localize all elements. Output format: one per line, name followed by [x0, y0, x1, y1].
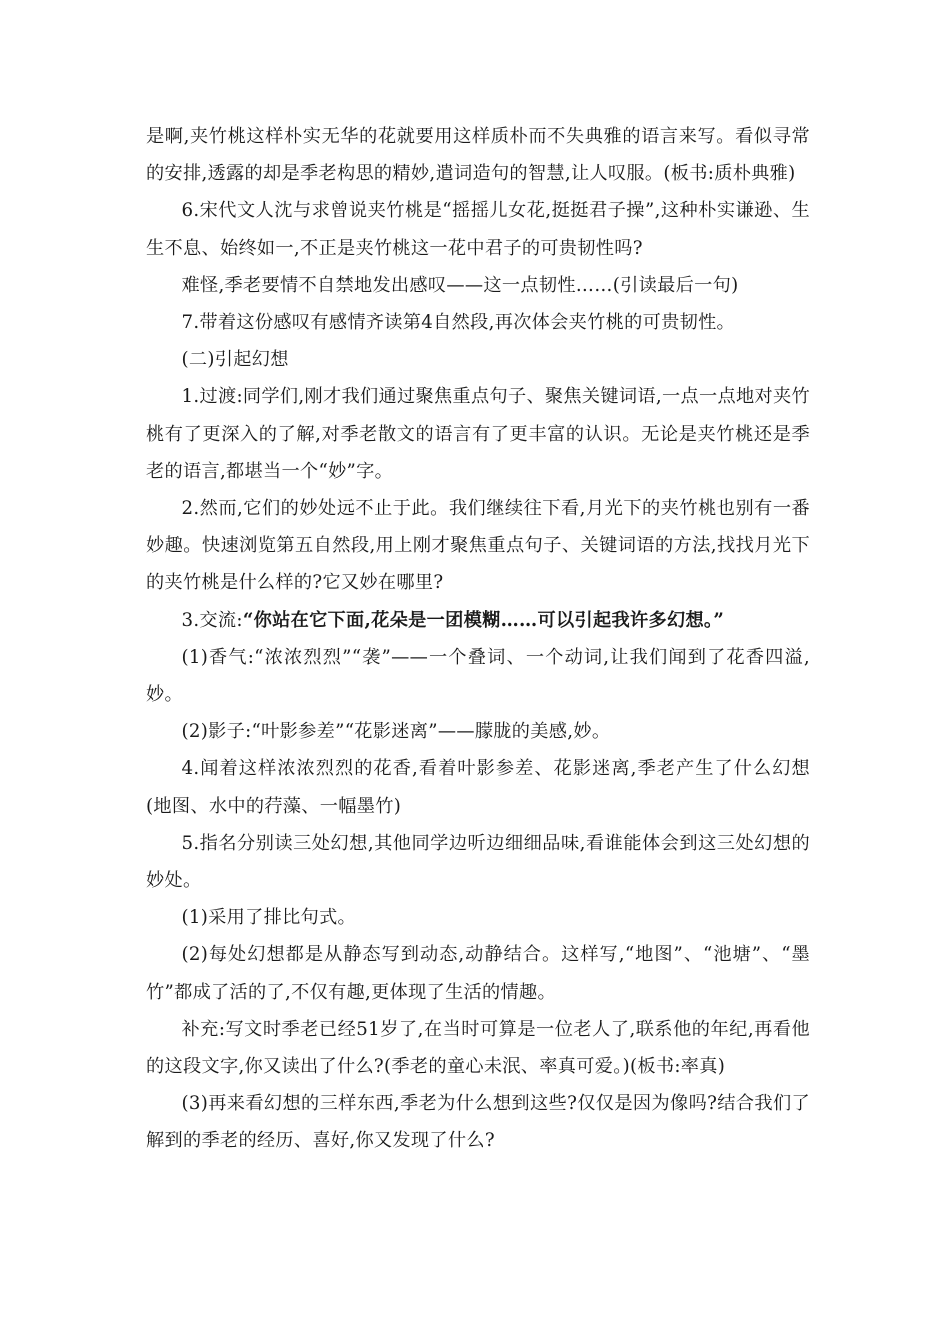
paragraph-conclusion-quality: 是啊,夹竹桃这样朴实无华的花就要用这样质朴而不失典雅的语言来写。看似寻常的安排,透露的却是季老构思的精妙,遣词造句的智慧,让人叹服。(板书:质朴典雅) — [146, 126, 810, 185]
paragraph-three-things: (3)再来看幻想的三样东西,季老为什么想到这些?仅仅是因为像吗?结合我们了解到的季老的经历、喜好,你又发现了什么? — [146, 1093, 810, 1152]
exchange-prefix: 3.交流: — [181, 609, 243, 631]
paragraph-shadow: (2)影子:“叶影参差”“花影迷离”——朦胧的美感,妙。 — [181, 721, 611, 743]
paragraph-exchange — [146, 602, 810, 639]
paragraph-item-5: 5.指名分别读三处幻想,其他同学边听边细细品味,看谁能体会到这三处幻想的妙处。 — [146, 832, 810, 892]
paragraph-supplement: 补充:写文时季老已经51岁了,在当时可算是一位老人了,联系他的年纪,再看他的这段文字,你又读出了什么?(季老的童心未泯、率真可爱。)(板书:率真) — [146, 1018, 810, 1078]
paragraph-item-4: 4.闻着这样浓浓烈烈的花香,看着叶影参差、花影迷离,季老产生了什么幻想(地图、水中的荇藻、一幅墨竹) — [146, 758, 810, 817]
section-heading-fantasy: (二)引起幻想 — [181, 349, 289, 371]
paragraph-parallelism: (1)采用了排比句式。 — [181, 907, 357, 929]
paragraph-item-7: 7.带着这份感叹有感情齐读第4自然段,再次体会夹竹桃的可贵韧性。 — [181, 312, 736, 334]
paragraph-moonlight: 2.然而,它们的妙处远不止于此。我们继续往下看,月光下的夹竹桃也别有一番妙趣。快速浏览第五自然段,用上刚才聚焦重点句子、关键词语的方法,找找月光下的夹竹桃是什么样的?它又妙在哪里? — [146, 498, 810, 594]
paragraph-transition: 1.过渡:同学们,刚才我们通过聚焦重点句子、聚焦关键词语,一点一点地对夹竹桃有了更深入的了解,对季老散文的语言有了更丰富的认识。无论是夹竹桃还是季老的语言,都堪当一个“妙”字。 — [146, 386, 810, 482]
paragraph-static-dynamic: (2)每处幻想都是从静态写到动态,动静结合。这样写,“地图”、“池塘”、“墨竹”都成了活的了,不仅有趣,更体现了生活的情趣。 — [146, 944, 810, 1003]
paragraph-fragrance: (1)香气:“浓浓烈烈”“袭”——一个叠词、一个动词,让我们闻到了花香四溢,妙。 — [146, 646, 810, 706]
document-page — [146, 118, 810, 1160]
exchange-quote: “你站在它下面,花朵是一团模糊……可以引起我许多幻想。” — [242, 609, 725, 631]
paragraph-item-6: 6.宋代文人沈与求曾说夹竹桃是“摇摇儿女花,挺挺君子操”,这种朴实谦逊、生生不息、始终如一,不正是夹竹桃这一花中君子的可贵韧性吗? — [146, 200, 810, 259]
paragraph-sigh: 难怪,季老要情不自禁地发出感叹——这一点韧性……(引读最后一句) — [181, 274, 739, 296]
